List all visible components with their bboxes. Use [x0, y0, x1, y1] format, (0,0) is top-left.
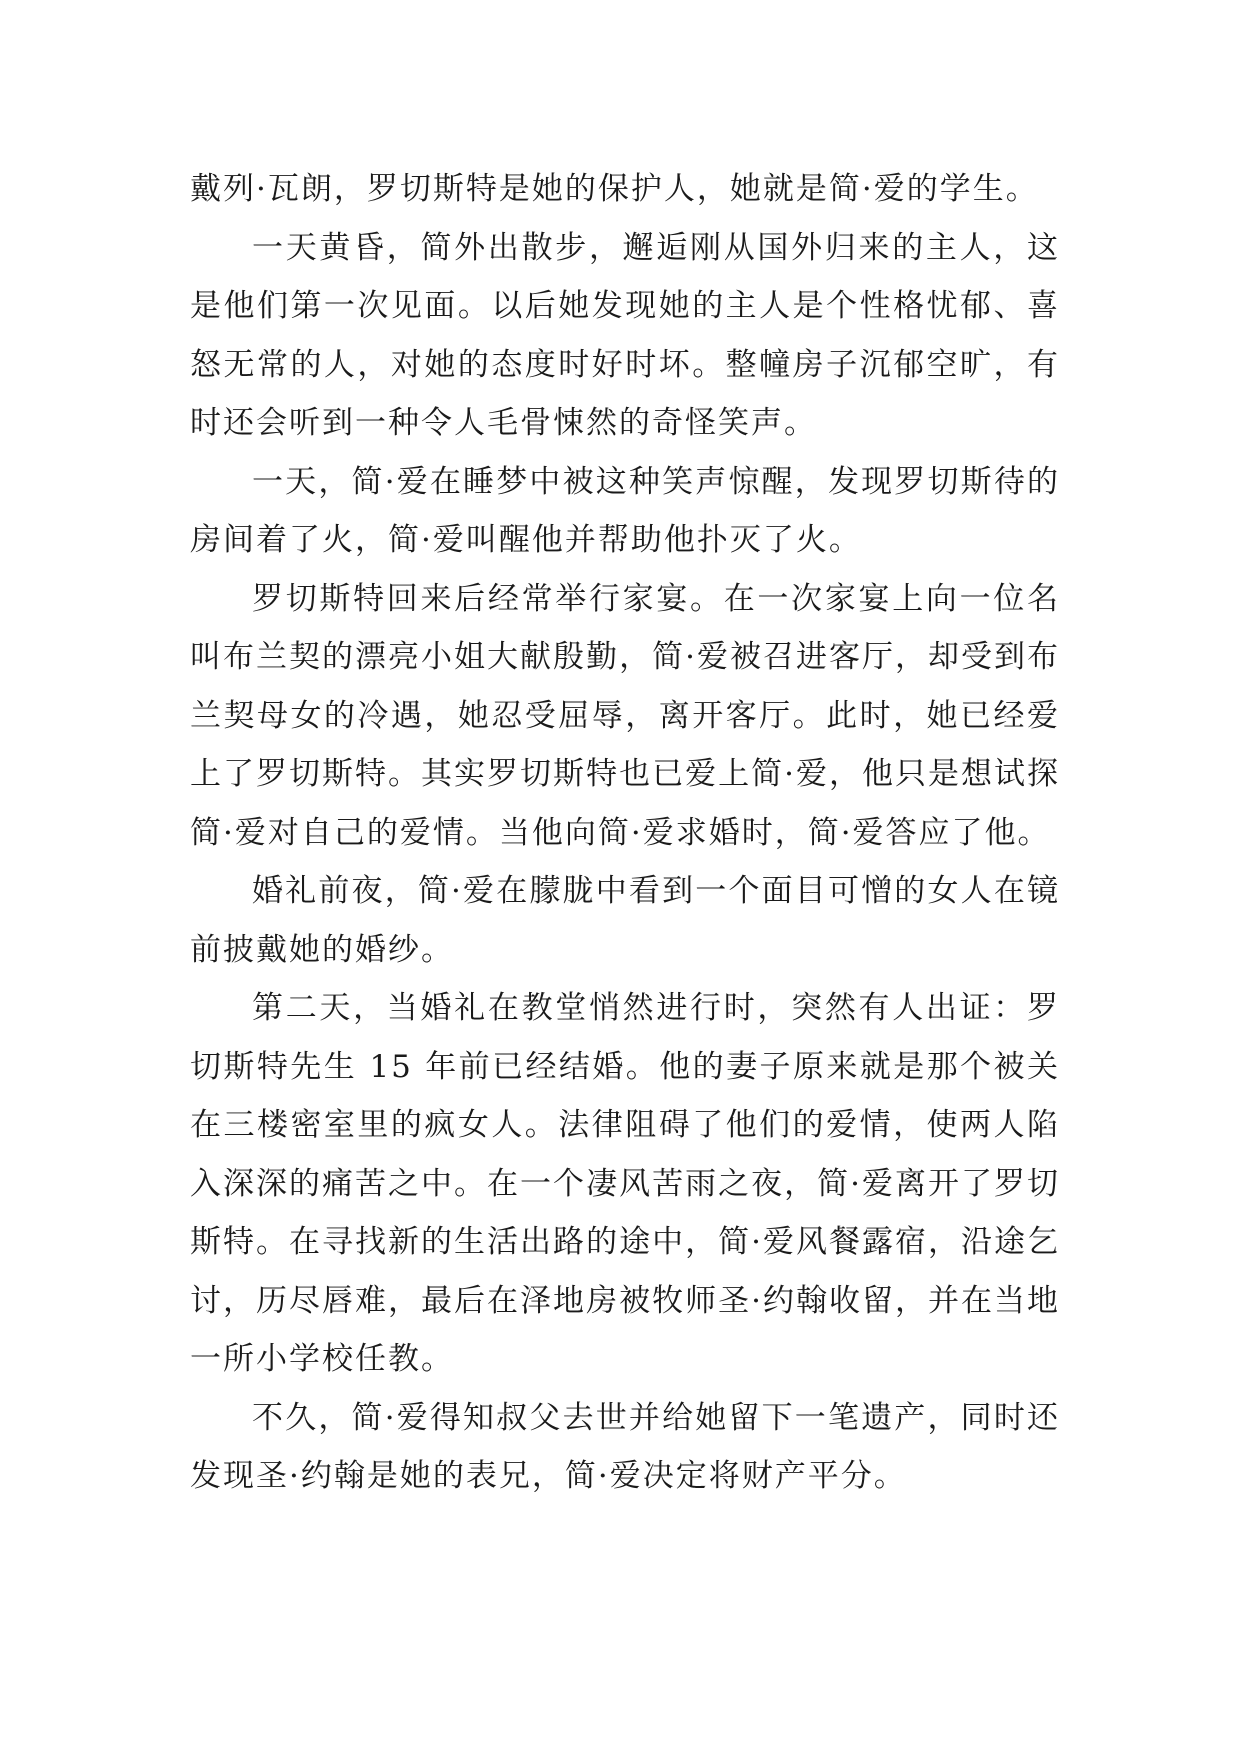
paragraph-5: 婚礼前夜，简·爱在朦胧中看到一个面目可憎的女人在镜前披戴她的婚纱。 [190, 873, 1060, 968]
paragraph-1: 戴列·瓦朗，罗切斯特是她的保护人，她就是简·爱的学生。 [190, 171, 1039, 207]
paragraph-7: 不久，简·爱得知叔父去世并给她留下一笔遗产，同时还发现圣·约翰是她的表兄，简·爱决定将财产平分。 [190, 1399, 1060, 1494]
paragraph-2: 一天黄昏，简外出散步，邂逅刚从国外归来的主人，这是他们第一次见面。以后她发现她的主人是个性格忧郁、喜怒无常的人，对她的态度时好时坏。整幢房子沉郁空旷，有时还会听到一种令人毛骨悚然的奇怪笑声。 [190, 229, 1060, 441]
body-text [190, 160, 1060, 1506]
paragraph-3: 一天，简·爱在睡梦中被这种笑声惊醒，发现罗切斯待的房间着了火，简·爱叫醒他并帮助他扑灭了火。 [190, 463, 1060, 558]
paragraph-6: 第二天，当婚礼在教堂悄然进行时，突然有人出证：罗切斯特先生 15 年前已经结婚。他的妻子原来就是那个被关在三楼密室里的疯女人。法律阻碍了他们的爱情，使两人陷入深深的痛苦之中。在一个凄风苦雨之夜，简·爱离开了罗切斯特。在寻找新的生活出路的途中，简·爱风餐露宿，沿途乞讨，历尽唇难，最后在泽地房被牧师圣·约翰收留，并在当地一所小学校任教。 [190, 990, 1060, 1377]
paragraph-4: 罗切斯特回来后经常举行家宴。在一次家宴上向一位名叫布兰契的漂亮小姐大献殷勤，简·爱被召进客厅，却受到布兰契母女的冷遇，她忍受屈辱，离开客厅。此时，她已经爱上了罗切斯特。其实罗切斯特也已爱上简·爱，他只是想试探简·爱对自己的爱情。当他向简·爱求婚时，简·爱答应了他。 [190, 580, 1060, 851]
